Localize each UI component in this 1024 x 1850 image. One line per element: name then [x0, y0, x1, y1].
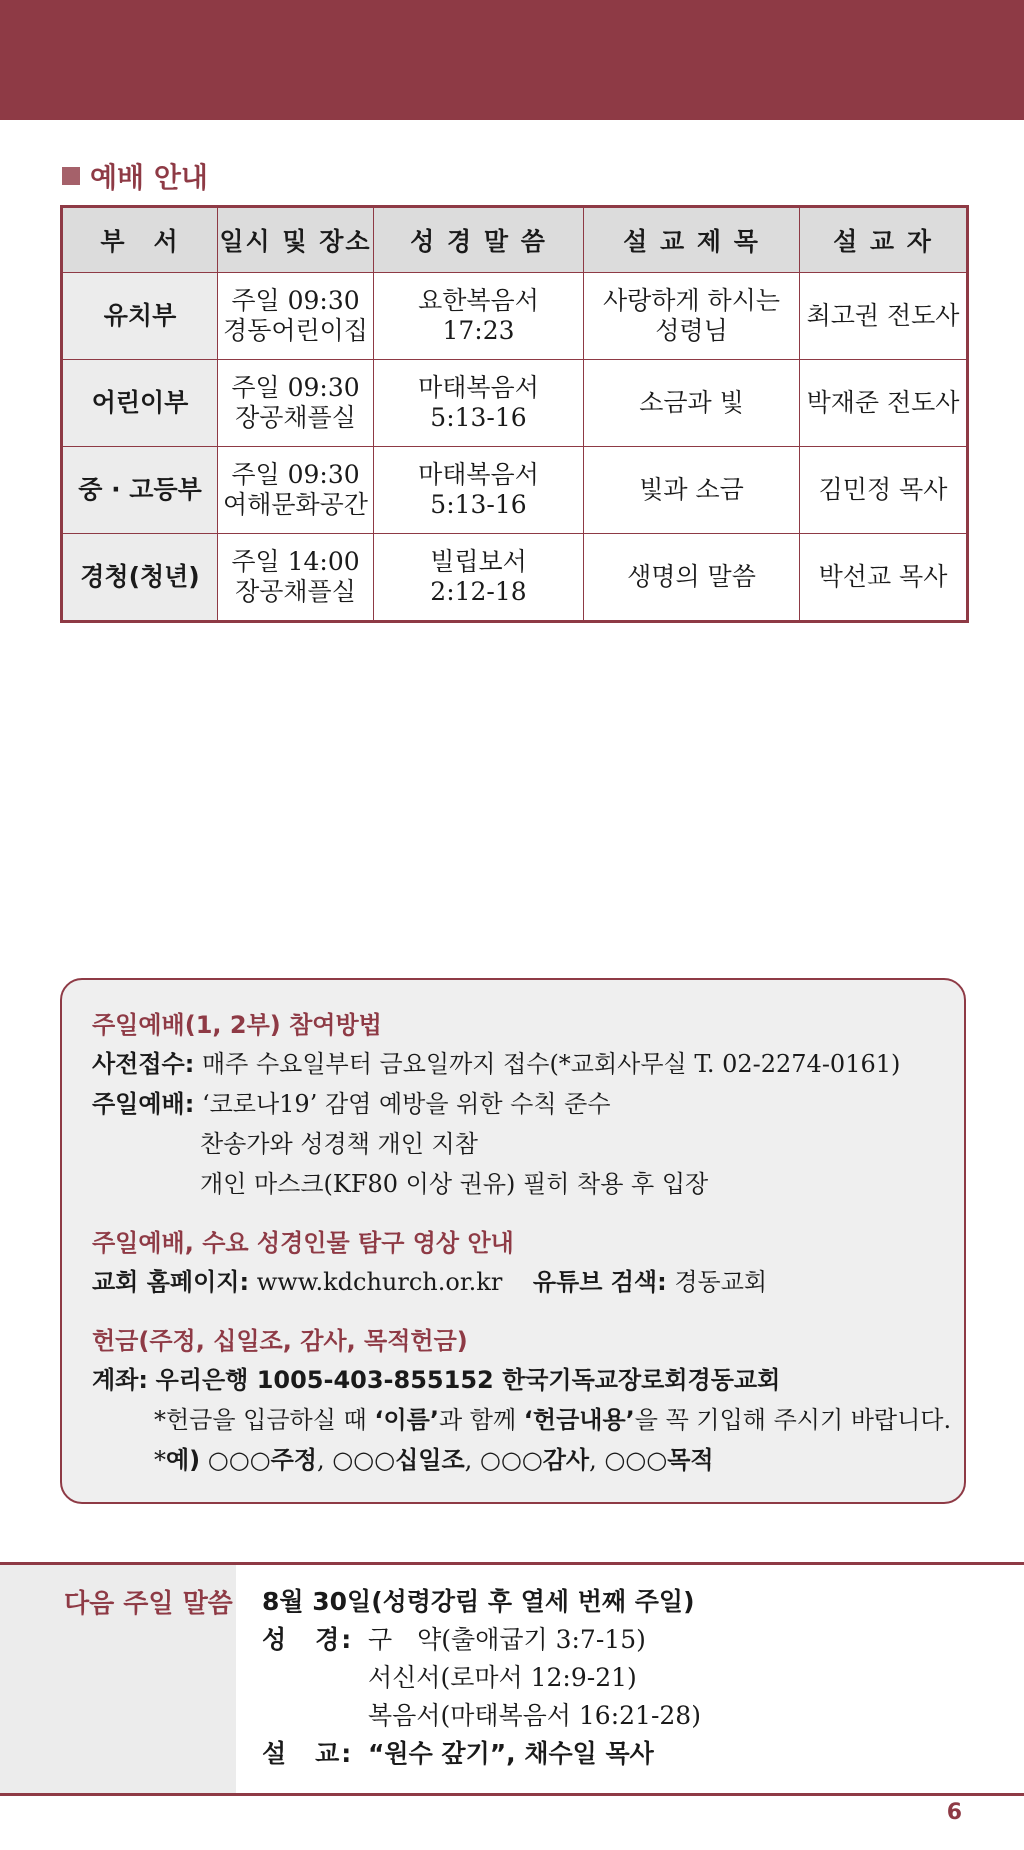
sermon-label: 설 교: [262, 1739, 354, 1768]
title-line-1: 소금과 빛 [639, 388, 744, 417]
title-line-1: 생명의 말씀 [627, 562, 756, 591]
scripture-label: 성 경: [262, 1625, 354, 1654]
next-week-label: 다음 주일 말씀 [64, 1589, 233, 1619]
worship-schedule-table [60, 205, 969, 623]
header-preacher: 설 교 자 [800, 207, 968, 273]
title-line-1: 사랑하게 하시는 [603, 286, 780, 315]
page-number: 6 [946, 1800, 962, 1825]
time: 주일 09:30 [231, 460, 360, 489]
dept-cell: 중 · 고등부 [62, 447, 218, 534]
square-bullet-icon [62, 167, 80, 185]
worship-rule-1: ‘코로나19’ 감염 예방을 위한 수칙 준수 [201, 1090, 611, 1118]
header-sermon-title: 설 교 제 목 [584, 207, 800, 273]
preacher-cell: 최고권 전도사 [800, 273, 968, 360]
worship-rule-3: 개인 마스크(KF80 이상 권유) 필히 착용 후 입장 [200, 1170, 709, 1198]
note2-part: , ○○○ [589, 1446, 668, 1474]
book: 요한복음서 [418, 286, 539, 315]
video-heading: 주일예배, 수요 성경인물 탐구 영상 안내 [92, 1229, 514, 1257]
note1-content: ‘헌금내용’ [523, 1406, 635, 1434]
registration-line [92, 1044, 934, 1084]
place: 장공채플실 [235, 577, 356, 606]
sermon-title-cell [584, 534, 800, 622]
title-line-2: 성령님 [655, 316, 728, 345]
youtube-search-text: 경동교회 [674, 1268, 768, 1296]
next-week-section [0, 1562, 1024, 1796]
table-row [62, 360, 968, 447]
info-panel [60, 978, 966, 1504]
note1-part: *헌금을 입금하실 때 [154, 1406, 375, 1434]
epistle: 서신서(로마서 12:9-21) [368, 1663, 637, 1692]
sermon-row [262, 1735, 701, 1773]
offering-note-1 [92, 1400, 952, 1440]
note2-part: * [154, 1446, 166, 1474]
scripture-cell [374, 273, 584, 360]
title-line-1: 빛과 소금 [639, 475, 744, 504]
homepage-label: 교회 홈페이지: [92, 1268, 250, 1296]
place: 여해문화공간 [223, 490, 368, 519]
time-place-cell [218, 273, 374, 360]
note2-item: 주정 [270, 1446, 317, 1474]
worship-label: 주일예배: [92, 1090, 195, 1118]
epistle-row [262, 1659, 701, 1697]
old-testament: 구 약(출애굽기 3:7-15) [368, 1625, 646, 1654]
time: 주일 09:30 [231, 373, 360, 402]
place: 장공채플실 [235, 403, 356, 432]
account-label: 계좌: [92, 1366, 148, 1394]
account-text: 우리은행 1005-403-855152 한국기독교장로회경동교회 [155, 1366, 781, 1394]
note1-name: ‘이름’ [374, 1406, 439, 1434]
homepage-link[interactable]: www.kdchurch.or.kr [256, 1268, 503, 1296]
time-place-cell [218, 447, 374, 534]
next-week-date [262, 1583, 701, 1621]
note1-part: 을 꼭 기입해 주시기 바랍니다. [634, 1406, 952, 1434]
dept-cell: 경청(청년) [62, 534, 218, 622]
table-header-row [62, 207, 968, 273]
verse: 17:23 [442, 316, 515, 345]
sermon-title-cell [584, 273, 800, 360]
note1-part: 과 함께 [438, 1406, 524, 1434]
registration-label: 사전접수: [92, 1050, 195, 1078]
time: 주일 14:00 [231, 547, 360, 576]
scripture-cell [374, 360, 584, 447]
preacher-cell: 박재준 전도사 [800, 360, 968, 447]
place: 경동어린이집 [223, 316, 368, 345]
section-title-text: 예배 안내 [90, 161, 208, 194]
note2-item: 목적 [667, 1446, 714, 1474]
preacher-cell: 박선교 목사 [800, 534, 968, 622]
dept-cell: 어린이부 [62, 360, 218, 447]
time-place-cell [218, 360, 374, 447]
date-text: 8월 30일(성령강림 후 열세 번째 주일) [262, 1587, 695, 1616]
preacher-cell: 김민정 목사 [800, 447, 968, 534]
section-title [62, 156, 208, 196]
note2-example: 예) [166, 1446, 201, 1474]
offering-heading: 헌금(주정, 십일조, 감사, 목적헌금) [92, 1327, 468, 1355]
participation-heading: 주일예배(1, 2부) 참여방법 [92, 1011, 382, 1039]
time-place-cell [218, 534, 374, 622]
book: 빌립보서 [430, 547, 527, 576]
top-banner [0, 0, 1024, 120]
dept-cell: 유치부 [62, 273, 218, 360]
note2-item: 감사 [542, 1446, 590, 1474]
table-row [62, 534, 968, 622]
header-time-place: 일시 및 장소 [218, 207, 374, 273]
scripture-row [262, 1621, 701, 1659]
offering-note-2 [92, 1440, 934, 1480]
note2-item: 십일조 [395, 1446, 465, 1474]
registration-text: 매주 수요일부터 금요일까지 접수(*교회사무실 T. 02-2274-0161) [201, 1050, 901, 1078]
worship-line [92, 1084, 934, 1124]
note2-part: ○○○ [200, 1446, 271, 1474]
header-scripture: 성 경 말 씀 [374, 207, 584, 273]
time: 주일 09:30 [231, 286, 360, 315]
sermon-text: “원수 갚기”, 채수일 목사 [368, 1739, 654, 1768]
book: 마태복음서 [418, 373, 539, 402]
scripture-cell [374, 447, 584, 534]
next-week-details [262, 1583, 701, 1773]
sermon-title-cell [584, 447, 800, 534]
table-row [62, 273, 968, 360]
scripture-cell [374, 534, 584, 622]
note2-part: , ○○○ [464, 1446, 543, 1474]
sermon-title-cell [584, 360, 800, 447]
verse: 5:13-16 [430, 490, 527, 519]
verse: 5:13-16 [430, 403, 527, 432]
header-dept: 부 서 [62, 207, 218, 273]
youtube-label: 유튜브 검색: [532, 1268, 667, 1296]
verse: 2:12-18 [430, 577, 527, 606]
homepage-line [92, 1262, 934, 1302]
gospel-row [262, 1697, 701, 1735]
gospel: 복음서(마태복음서 16:21-28) [368, 1701, 701, 1730]
worship-rule-2: 찬송가와 성경책 개인 지참 [200, 1130, 478, 1158]
table-row [62, 447, 968, 534]
account-line [92, 1360, 934, 1400]
note2-part: , ○○○ [316, 1446, 396, 1474]
book: 마태복음서 [418, 460, 539, 489]
